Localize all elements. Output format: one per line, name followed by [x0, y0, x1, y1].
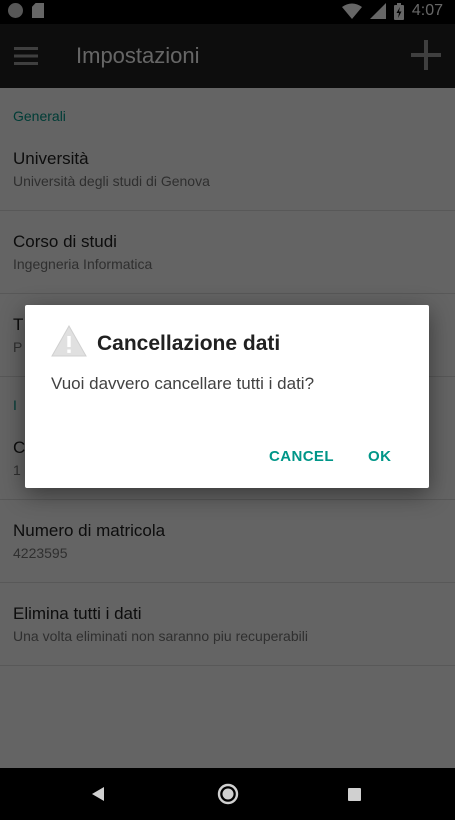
- recents-icon[interactable]: [348, 788, 361, 801]
- ok-button[interactable]: OK: [368, 448, 392, 465]
- dialog-message: Vuoi davvero cancellare tutti i dati?: [51, 374, 315, 393]
- navigation-bar: [0, 768, 455, 820]
- back-icon[interactable]: [90, 786, 106, 802]
- cancel-button[interactable]: CANCEL: [269, 448, 334, 465]
- dialog-title: Cancellazione dati: [97, 332, 281, 355]
- confirm-dialog: [25, 305, 429, 488]
- home-icon[interactable]: [217, 783, 239, 805]
- warning-icon: [51, 325, 87, 357]
